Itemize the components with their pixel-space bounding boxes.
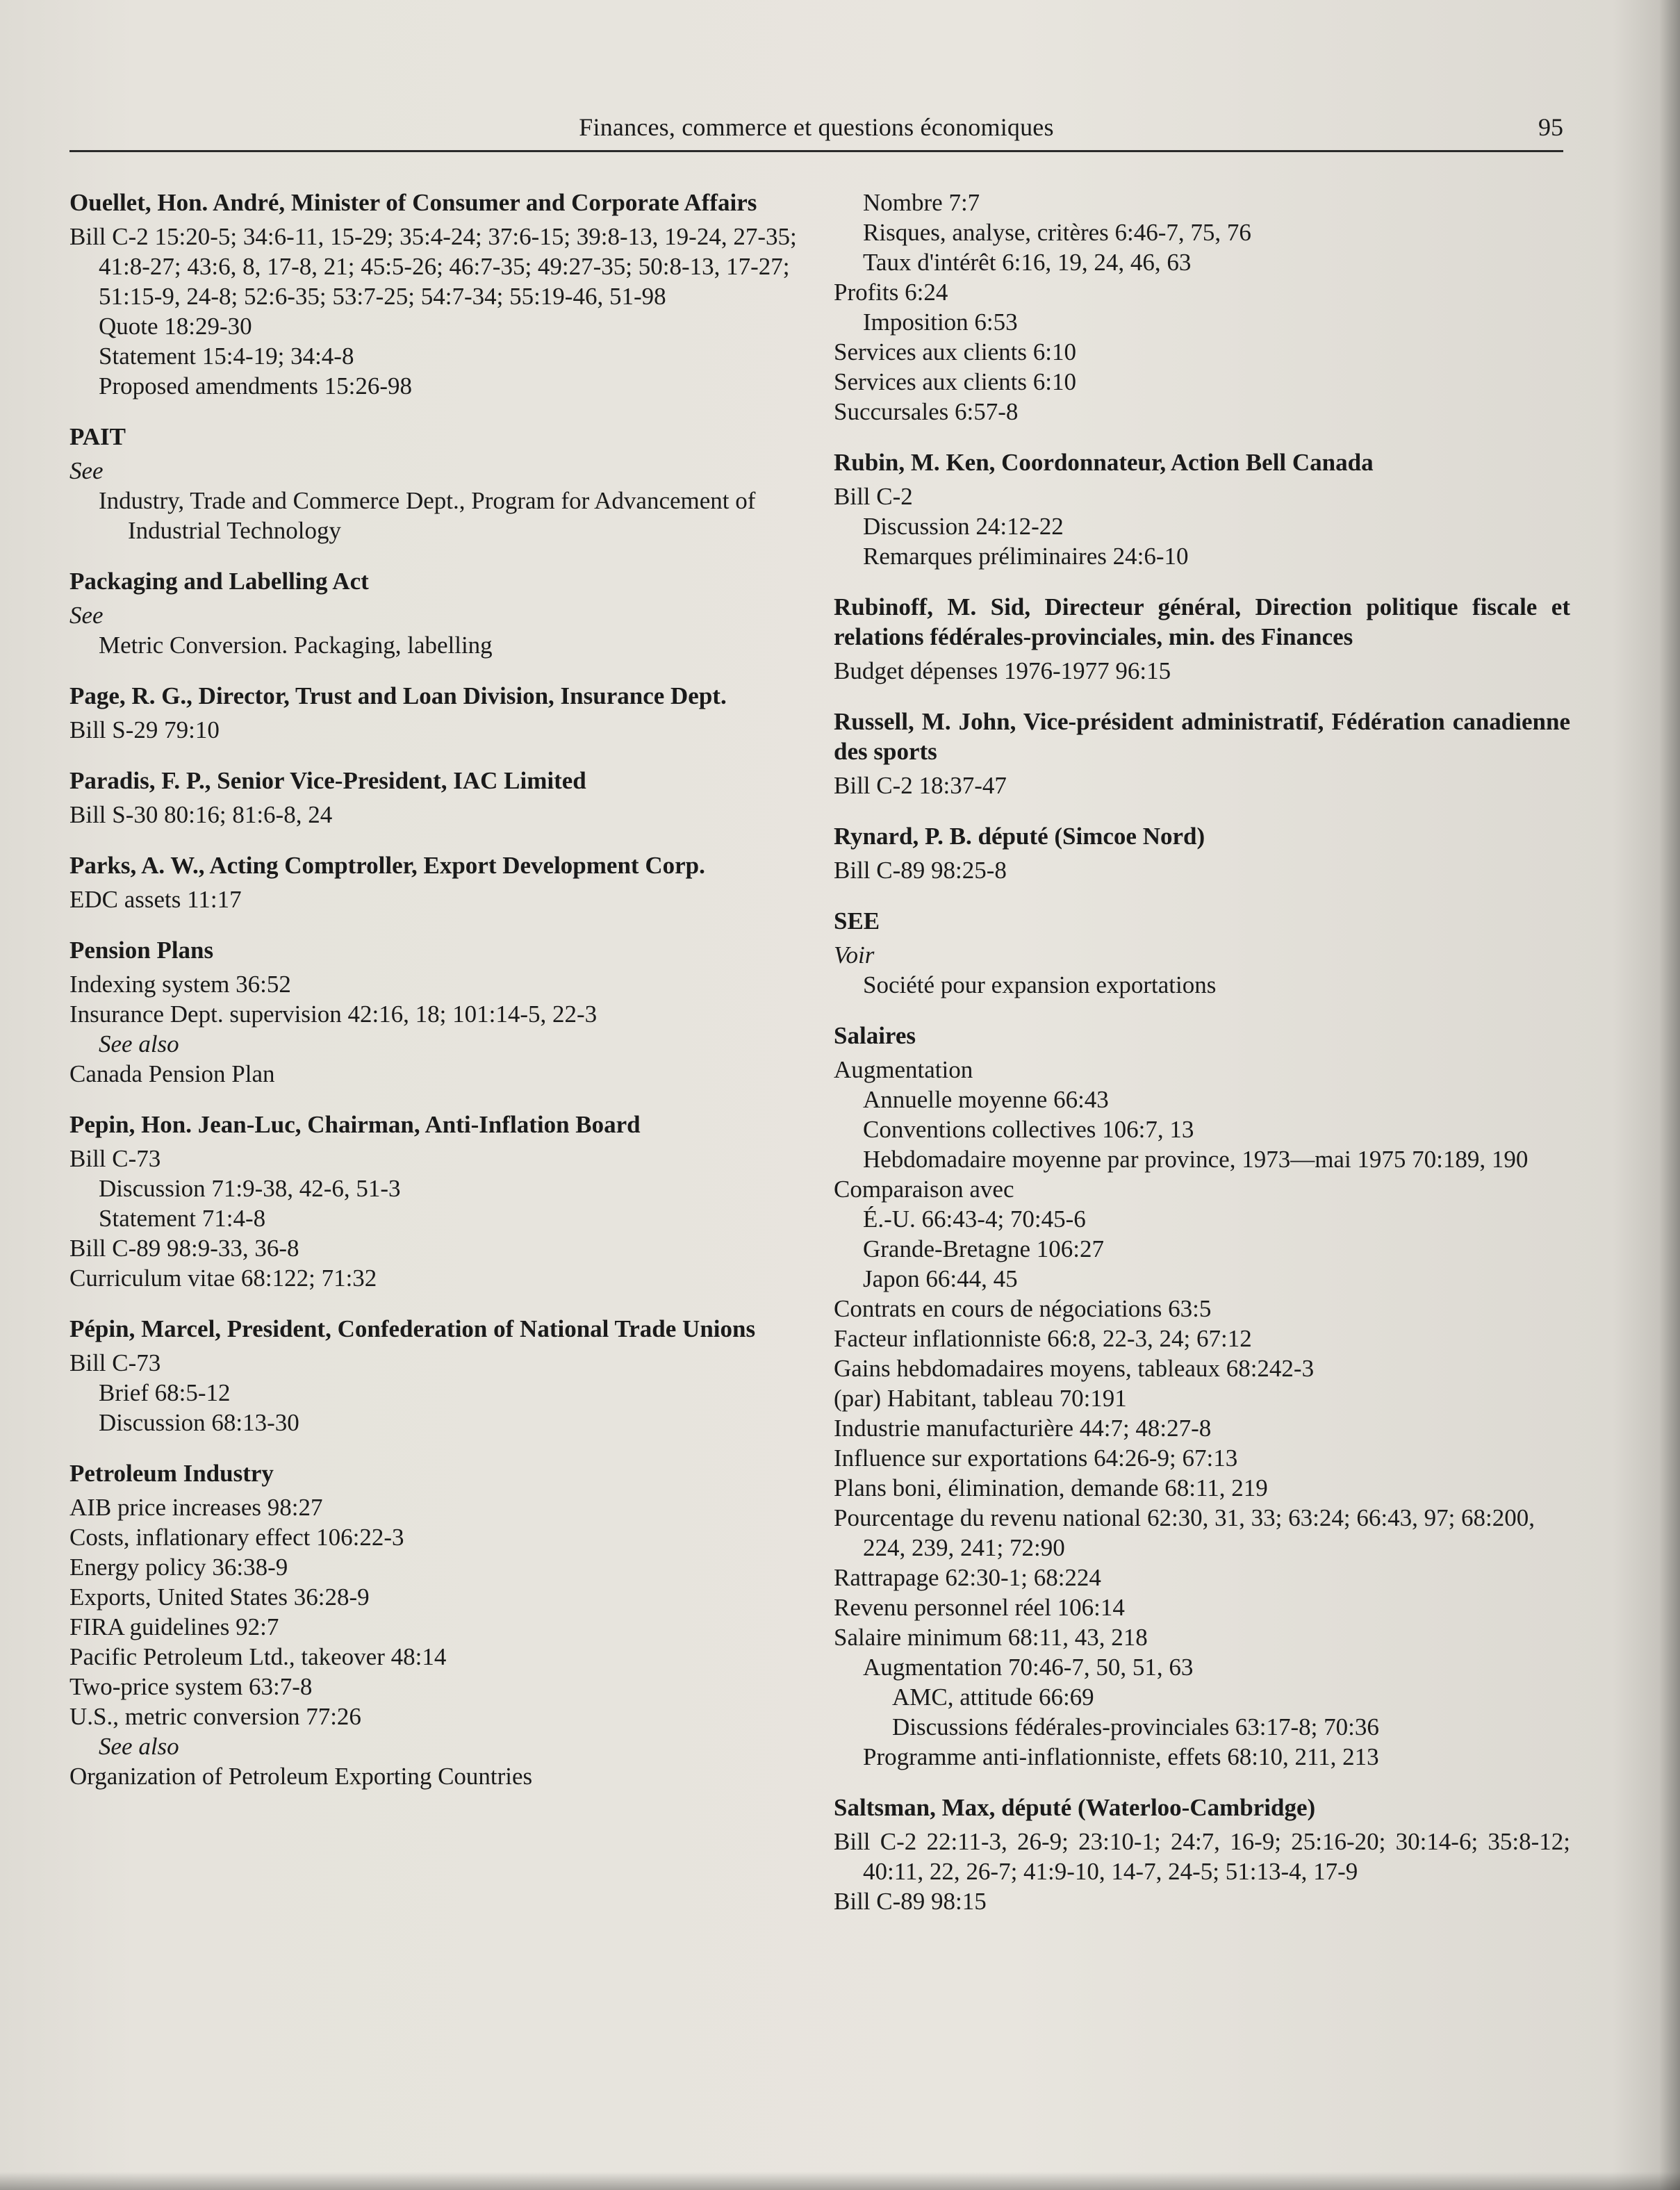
entry-heading: Petroleum Industry xyxy=(69,1460,274,1487)
entry-heading: Paradis, F. P., Senior Vice-President, IAC Limited xyxy=(69,767,586,794)
entry-line: Contrats en cours de négociations 63:5 xyxy=(834,1295,1212,1322)
entry-heading: Russell, M. John, Vice-président administratif, Fédération canadienne des sports xyxy=(834,708,1570,765)
header-title: Finances, commerce et questions économiques xyxy=(579,113,1054,141)
entry-line: Bill C-89 98:15 xyxy=(834,1888,987,1915)
entry-line: Services aux clients 6:10 xyxy=(834,338,1076,365)
entry-line: Grande-Bretagne 106:27 xyxy=(863,1235,1104,1262)
entry-line: AMC, attitude 66:69 xyxy=(892,1683,1094,1711)
entry-line: Facteur inflationniste 66:8, 22-3, 24; 67:12 xyxy=(834,1325,1252,1352)
entry-line: AIB price increases 98:27 xyxy=(69,1494,323,1521)
entry-line: Bill S-30 80:16; 81:6-8, 24 xyxy=(69,801,333,828)
index-entry xyxy=(834,906,1570,1000)
entry-line: Gains hebdomadaires moyens, tableaux 68:242-3 xyxy=(834,1355,1315,1382)
entry-heading: Page, R. G., Director, Trust and Loan Division, Insurance Dept. xyxy=(69,682,727,709)
entry-line: Bill C-2 xyxy=(834,483,913,510)
entry-line: Energy policy 36:38-9 xyxy=(69,1554,288,1581)
entry-heading: Saltsman, Max, député (Waterloo-Cambridge) xyxy=(834,1794,1316,1821)
entry-line: Metric Conversion. Packaging, labelling xyxy=(99,632,493,659)
entry-line: Discussion 71:9-38, 42-6, 51-3 xyxy=(99,1175,401,1202)
page-edge-shadow xyxy=(1659,0,1680,2190)
entry-line: Quote 18:29-30 xyxy=(99,313,252,340)
index-column-right xyxy=(834,188,1570,1937)
entry-line: Annuelle moyenne 66:43 xyxy=(863,1086,1109,1113)
cross-reference-label: See xyxy=(69,457,104,484)
entry-line: Curriculum vitae 68:122; 71:32 xyxy=(69,1265,377,1292)
entry-line: Salaire minimum 68:11, 43, 218 xyxy=(834,1624,1148,1651)
index-entry xyxy=(69,1314,806,1438)
cross-reference-label: See also xyxy=(99,1030,179,1057)
index-entry xyxy=(69,422,806,545)
index-entry xyxy=(834,592,1570,686)
index-entry xyxy=(69,188,806,401)
entry-line: Remarques préliminaires 24:6-10 xyxy=(863,543,1189,570)
entry-line: Proposed amendments 15:26-98 xyxy=(99,372,413,400)
cross-reference-label: Voir xyxy=(834,941,875,969)
entry-line: Japon 66:44, 45 xyxy=(863,1265,1018,1292)
entry-line: Bill C-73 xyxy=(69,1145,161,1172)
entry-line: Costs, inflationary effect 106:22-3 xyxy=(69,1524,404,1551)
index-entry xyxy=(69,935,806,1089)
entry-line: Pacific Petroleum Ltd., takeover 48:14 xyxy=(69,1643,447,1670)
entry-line: Imposition 6:53 xyxy=(863,308,1018,336)
entry-line: Discussion 24:12-22 xyxy=(863,513,1064,540)
entry-heading: Pension Plans xyxy=(69,937,214,964)
entry-line: (par) Habitant, tableau 70:191 xyxy=(834,1385,1127,1412)
entry-line: Insurance Dept. supervision 42:16, 18; 101:14-5, 22-3 xyxy=(69,1001,598,1028)
index-entry xyxy=(69,681,806,745)
entry-heading: Packaging and Labelling Act xyxy=(69,568,369,595)
index-entry xyxy=(834,1793,1570,1916)
entry-line: Société pour expansion exportations xyxy=(863,971,1217,998)
index-entry xyxy=(69,566,806,660)
entry-line: Rattrapage 62:30-1; 68:224 xyxy=(834,1564,1101,1591)
entry-line: Organization of Petroleum Exporting Countries xyxy=(69,1763,533,1790)
entry-line: Statement 71:4-8 xyxy=(99,1205,266,1232)
entry-line: Programme anti-inflationniste, effets 68:10, 211, 213 xyxy=(863,1743,1379,1770)
entry-line: Succursales 6:57-8 xyxy=(834,398,1019,425)
entry-line: Profits 6:24 xyxy=(834,279,948,306)
entry-line: É.-U. 66:43-4; 70:45-6 xyxy=(863,1205,1086,1233)
entry-heading: Pepin, Hon. Jean-Luc, Chairman, Anti-Inflation Board xyxy=(69,1111,641,1138)
entry-line: Revenu personnel réel 106:14 xyxy=(834,1594,1125,1621)
entry-line: FIRA guidelines 92:7 xyxy=(69,1613,279,1640)
entry-line: Augmentation 70:46-7, 50, 51, 63 xyxy=(863,1654,1194,1681)
entry-line: Bill C-2 18:37-47 xyxy=(834,772,1007,799)
index-entry xyxy=(69,850,806,914)
entry-heading: PAIT xyxy=(69,423,126,450)
entry-line: Bill S-29 79:10 xyxy=(69,716,220,743)
index-entry xyxy=(69,1110,806,1293)
entry-line: Industry, Trade and Commerce Dept., Program for Advancement of Industrial Technology xyxy=(99,487,756,544)
entry-heading: Rynard, P. B. député (Simcoe Nord) xyxy=(834,823,1205,850)
entry-line: Bill C-2 15:20-5; 34:6-11, 15-29; 35:4-24; 37:6-15; 39:8-13, 19-24, 27-35; 41:8-27; 43:6, 8, 17-8, 21; 45:5-26; 46:7-35; 49:27-35; 50:8-13, 17-27; 51:15-9, 24-8; 52:6-35; 53:7-25; 54:7-34; 55:19-46, 51-98 xyxy=(69,223,797,310)
entry-line: Risques, analyse, critères 6:46-7, 75, 76 xyxy=(863,219,1251,246)
entry-heading: SEE xyxy=(834,907,880,935)
entry-line: Influence sur exportations 64:26-9; 67:13 xyxy=(834,1444,1238,1472)
index-column-left xyxy=(69,188,806,1812)
entry-line: Bill C-73 xyxy=(69,1349,161,1376)
entry-line: Services aux clients 6:10 xyxy=(834,368,1076,395)
entry-line: Statement 15:4-19; 34:4-8 xyxy=(99,343,354,370)
entry-line: Brief 68:5-12 xyxy=(99,1379,231,1406)
entry-heading: Rubinoff, M. Sid, Directeur général, Direction politique fiscale et relations fédérales-provinciales, min. des Finances xyxy=(834,593,1570,650)
index-entry xyxy=(69,766,806,830)
entry-line: Comparaison avec xyxy=(834,1176,1014,1203)
entry-line: Bill C-89 98:25-8 xyxy=(834,857,1007,884)
entry-line: Pourcentage du revenu national 62:30, 31, 33; 63:24; 66:43, 97; 68:200, 224, 239, 241; 72:90 xyxy=(834,1504,1535,1561)
entry-heading: Parks, A. W., Acting Comptroller, Export Development Corp. xyxy=(69,852,705,879)
index-entry xyxy=(834,707,1570,800)
index-entry xyxy=(69,1458,806,1791)
entry-line: Conventions collectives 106:7, 13 xyxy=(863,1116,1194,1143)
running-header xyxy=(69,111,1563,152)
entry-line: Two-price system 63:7-8 xyxy=(69,1673,313,1700)
entry-heading: Ouellet, Hon. André, Minister of Consumer and Corporate Affairs xyxy=(69,189,757,216)
entry-line: Taux d'intérêt 6:16, 19, 24, 46, 63 xyxy=(863,249,1192,276)
index-entry xyxy=(834,821,1570,885)
entry-line: Canada Pension Plan xyxy=(69,1060,275,1087)
page-bottom-shadow xyxy=(0,2172,1680,2190)
entry-line: EDC assets 11:17 xyxy=(69,886,242,913)
cross-reference-label: See xyxy=(69,602,104,629)
index-entry xyxy=(834,447,1570,571)
entry-line: Indexing system 36:52 xyxy=(69,971,291,998)
entry-heading: Pépin, Marcel, President, Confederation of National Trade Unions xyxy=(69,1315,756,1342)
index-entry xyxy=(834,188,1570,427)
entry-line: Exports, United States 36:28-9 xyxy=(69,1583,370,1611)
entry-line: Discussion 68:13-30 xyxy=(99,1409,299,1436)
entry-line: Bill C-89 98:9-33, 36-8 xyxy=(69,1235,299,1262)
entry-line: Bill C-2 22:11-3, 26-9; 23:10-1; 24:7, 16-9; 25:16-20; 30:14-6; 35:8-12; 40:11, 22, 26-7; 41:9-10, 14-7, 24-5; 51:13-4, 17-9 xyxy=(834,1828,1570,1885)
index-entry xyxy=(834,1021,1570,1772)
entry-line: Industrie manufacturière 44:7; 48:27-8 xyxy=(834,1415,1212,1442)
entry-heading: Salaires xyxy=(834,1022,916,1049)
entry-line: Plans boni, élimination, demande 68:11, 219 xyxy=(834,1474,1268,1501)
entry-line: Hebdomadaire moyenne par province, 1973—mai 1975 70:189, 190 xyxy=(863,1146,1529,1173)
entry-heading: Rubin, M. Ken, Coordonnateur, Action Bell Canada xyxy=(834,449,1374,476)
page-number: 95 xyxy=(1538,113,1563,141)
entry-line: Nombre 7:7 xyxy=(863,189,980,216)
entry-line: U.S., metric conversion 77:26 xyxy=(69,1703,361,1730)
entry-line: Augmentation xyxy=(834,1056,973,1083)
entry-line: Discussions fédérales-provinciales 63:17-8; 70:36 xyxy=(892,1713,1379,1740)
entry-line: Budget dépenses 1976-1977 96:15 xyxy=(834,657,1171,684)
cross-reference-label: See also xyxy=(99,1733,179,1760)
